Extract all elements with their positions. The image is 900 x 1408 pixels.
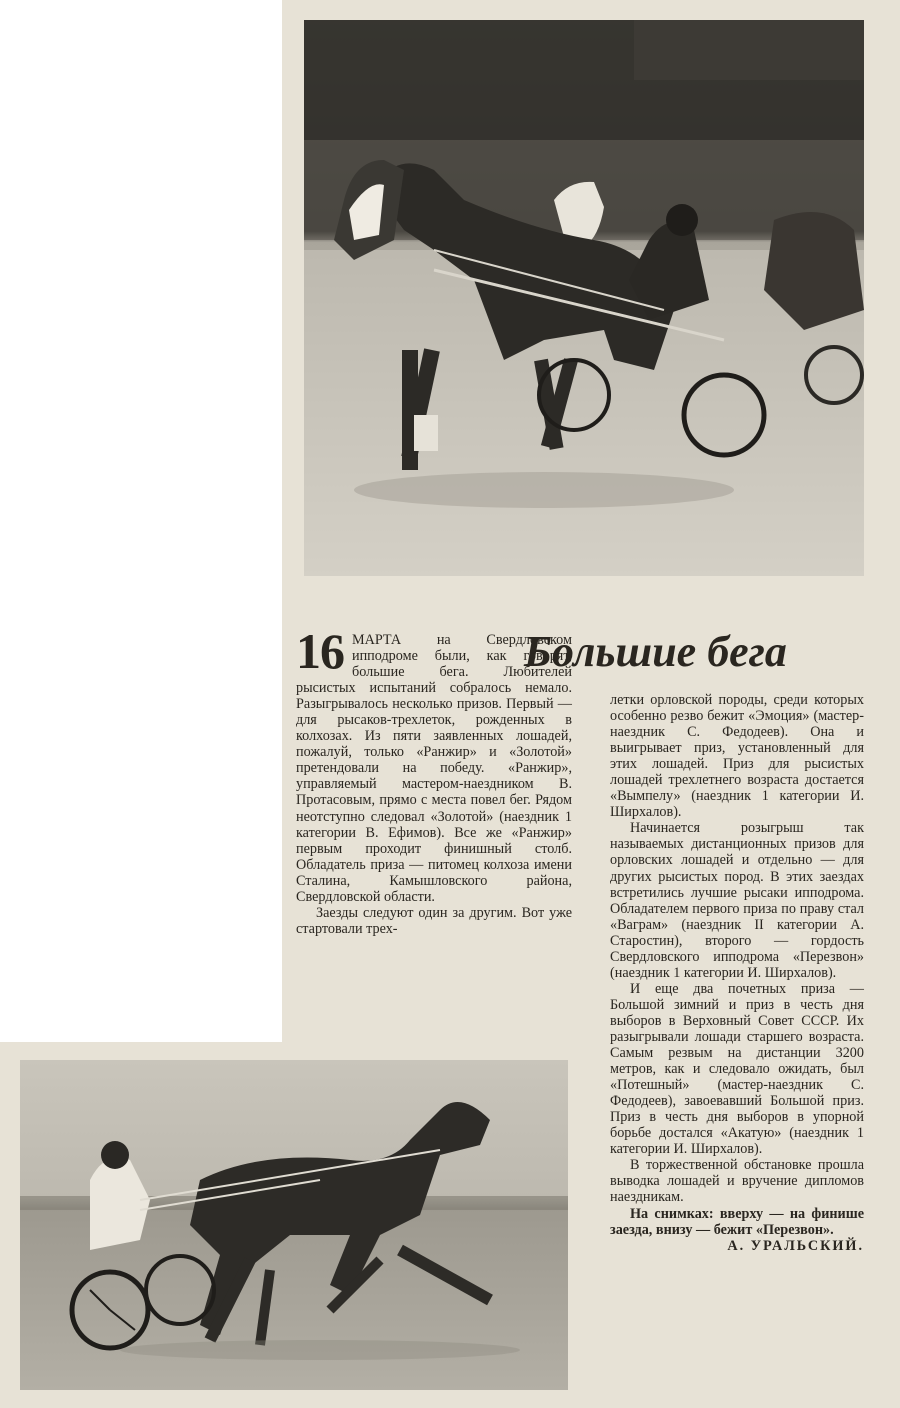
photo-perezvon-running (20, 1060, 568, 1390)
paragraph: В торжественной обстановке прошла выводка лошадей и вручение дипломов наездникам. (610, 1157, 864, 1206)
paragraph: летки орловской породы, среди которых особенно резво бежит «Эмоция» (мастер-наездник С. Федодеев). Она и выигрывает приз, установленный для этих лошадей. Приз для рысистых лошадей трехлетнего возраста достается «Вымпелу» (наездник 1 категории И. Ширхалов). (610, 692, 864, 821)
article-column-left (296, 632, 572, 937)
drop-cap-number: 16 (296, 623, 344, 679)
paragraph: Заезды следуют один за другим. Вот уже стартовали трех- (296, 904, 572, 937)
author-signature: А. УРАЛЬСКИЙ. (727, 1237, 864, 1254)
photo-caption: На снимках: вверху — на финише заезда, внизу — бежит «Перезвон». (610, 1205, 864, 1238)
drop-cap-space (296, 632, 352, 680)
article-column-right (610, 692, 864, 1254)
photo-finish-race (304, 20, 864, 576)
paragraph: Начинается розыгрыш так называемых дистанционных призов для орловских лошадей и отдельно — для других рысистых пород. В этих заездах встретились лучшие рысаки ипподрома. Обладателем первого приза по праву стал «Ваграм» (наездник II категории А. Старостин), второго — гордость Свердловского ипподрома «Перезвон» (наездник 1 категории И. Ширхалов). (610, 820, 864, 981)
paragraph: И еще два почетных приза — Большой зимний и приз в честь дня выборов в Верховный Совет СССР. Их разыгрывали лошади старшего возраста. Самым резвым на дистанции 3200 метров, как и следовало ожидать, был «Потешный» (мастер-наездник С. Федодеев), завоевавший Большой приз. Приз в честь дня выборов в упорной борьбе достался «Акатую» (наездник 1 категории И. Ширхалов). (610, 980, 864, 1158)
paragraph: МАРТА на Свердловском ипподроме были, как говорят, большие бега. Любителей рысистых испытаний собралось немало. Разыгрывалось несколько призов. Первый — для рысаков-трехлеток, рожденных в колхозах. Из пяти заявленных лошадей, пожалуй, только «Ранжир» и «Золотой» претендовали на победу. «Ранжир», управляемый мастером-наездником В. Протасовым, прямо с места повел бег. Рядом неотступно следовал «Золотой» (наездник 1 категории В. Ефимов). Все же «Ранжир» первым проходит финишный столб. Обладатель приза — питомец колхоза имени Сталина, Камышловского района, Свердловской области. (296, 632, 572, 905)
headline: Большие бега (524, 627, 787, 676)
